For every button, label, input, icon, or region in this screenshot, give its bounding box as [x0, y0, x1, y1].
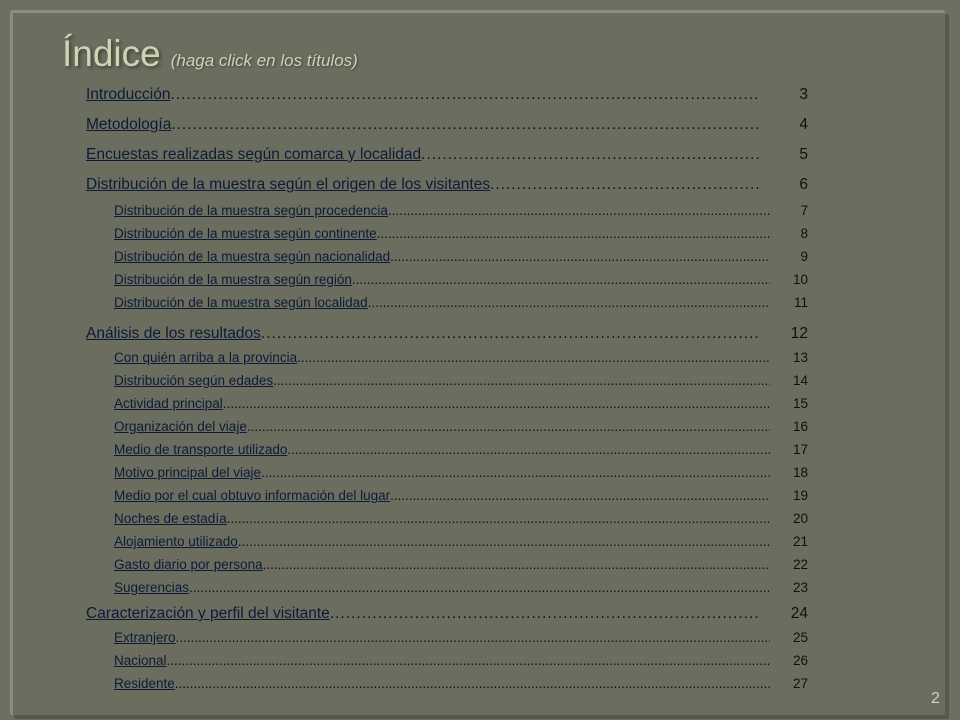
leader-dots — [189, 580, 770, 595]
leader-dots — [167, 653, 770, 668]
leader-dots — [176, 630, 770, 645]
leader-dots — [297, 350, 770, 365]
page-number: 21 — [792, 534, 808, 549]
toc-link-actividad[interactable]: Actividad principal — [114, 396, 223, 411]
toc-entry-sugerencias — [114, 580, 808, 595]
toc-link-sugerencias[interactable]: Sugerencias — [114, 580, 190, 595]
leader-dots — [171, 116, 760, 134]
leader-dots — [352, 272, 770, 287]
leader-dots — [238, 534, 770, 549]
toc-link-localidad[interactable]: Distribución de la muestra según localidad — [114, 295, 368, 310]
page-number: 4 — [799, 116, 808, 133]
toc-entry-con-quien — [114, 350, 808, 365]
toc-entry-noches — [114, 511, 808, 526]
leader-dots — [170, 86, 760, 104]
toc-link-motivo[interactable]: Motivo principal del viaje — [114, 465, 262, 480]
toc-entry-region — [114, 272, 808, 287]
leader-dots — [490, 176, 760, 194]
page-number: 18 — [792, 465, 808, 480]
toc-link-introduccion[interactable]: Introducción — [86, 86, 171, 103]
toc-link-transporte[interactable]: Medio de transporte utilizado — [114, 442, 288, 457]
toc-entry-alojamiento — [114, 534, 808, 549]
page-title — [62, 33, 358, 75]
leader-dots — [287, 442, 770, 457]
page-number: 11 — [793, 295, 808, 310]
leader-dots — [261, 325, 760, 343]
toc-entry-extranjero — [114, 630, 808, 645]
toc-link-organizacion[interactable]: Organización del viaje — [114, 419, 247, 434]
leader-dots — [175, 676, 770, 691]
toc-link-edades[interactable]: Distribución según edades — [114, 373, 274, 388]
page-number: 15 — [792, 396, 808, 411]
toc-link-continente[interactable]: Distribución de la muestra según continente — [114, 226, 377, 241]
toc-link-distribucion-origen[interactable]: Distribución de la muestra según el origen de los visitantes — [86, 176, 491, 193]
leader-dots — [330, 605, 760, 623]
toc-link-nacionalidad[interactable]: Distribución de la muestra según nacionalidad — [114, 249, 391, 264]
toc-link-nacional[interactable]: Nacional — [114, 653, 167, 668]
leader-dots — [421, 146, 760, 164]
title-main: Índice — [62, 33, 161, 74]
page-number: 26 — [792, 653, 808, 668]
toc-entry-transporte — [114, 442, 808, 457]
leader-dots — [227, 511, 770, 526]
leader-dots — [388, 203, 770, 218]
leader-dots — [261, 465, 770, 480]
page-number: 27 — [792, 676, 808, 691]
page-number: 13 — [792, 350, 808, 365]
leader-dots — [247, 419, 770, 434]
page-number: 14 — [792, 373, 808, 388]
toc-entry-residente — [114, 676, 808, 691]
page-number: 20 — [792, 511, 808, 526]
toc-entry-nacional — [114, 653, 808, 668]
toc-entry-localidad — [114, 295, 808, 310]
page-number: 12 — [790, 325, 808, 342]
page-number: 25 — [792, 630, 808, 645]
page-number: 7 — [800, 203, 808, 218]
toc-entry-encuestas — [86, 146, 808, 164]
toc-entry-edades — [114, 373, 808, 388]
leader-dots — [263, 557, 770, 572]
toc-entry-distribucion-origen — [86, 176, 808, 194]
toc-entry-gasto — [114, 557, 808, 572]
toc-link-metodologia[interactable]: Metodología — [86, 116, 172, 133]
leader-dots — [223, 396, 770, 411]
page-number: 19 — [792, 488, 808, 503]
slide-number: 2 — [931, 690, 940, 707]
leader-dots — [273, 373, 770, 388]
toc-link-residente[interactable]: Residente — [114, 676, 175, 691]
page-number: 6 — [799, 176, 808, 193]
toc-entry-actividad — [114, 396, 808, 411]
page-number: 22 — [792, 557, 808, 572]
toc-link-analisis[interactable]: Análisis de los resultados — [86, 325, 261, 342]
page-number: 23 — [792, 580, 808, 595]
leader-dots — [390, 249, 770, 264]
toc-link-noches[interactable]: Noches de estadía — [114, 511, 227, 526]
page-number: 17 — [792, 442, 808, 457]
leader-dots — [390, 488, 770, 503]
page-number: 16 — [792, 419, 808, 434]
page-number: 3 — [799, 86, 808, 103]
toc-link-extranjero[interactable]: Extranjero — [114, 630, 176, 645]
toc-entry-metodologia — [86, 116, 808, 134]
toc-entry-motivo — [114, 465, 808, 480]
toc-entry-introduccion — [86, 86, 808, 104]
page-number: 5 — [799, 146, 808, 163]
page-number: 8 — [800, 226, 808, 241]
toc-link-gasto[interactable]: Gasto diario por persona — [114, 557, 263, 572]
toc-link-encuestas[interactable]: Encuestas realizadas según comarca y localidad — [86, 146, 422, 163]
toc-entry-caracterizacion — [86, 605, 808, 623]
toc-entry-informacion — [114, 488, 808, 503]
page-number: 24 — [790, 605, 808, 622]
toc-entry-organizacion — [114, 419, 808, 434]
toc-entry-analisis — [86, 325, 808, 343]
leader-dots — [368, 295, 770, 310]
toc-link-informacion[interactable]: Medio por el cual obtuvo información del lugar — [114, 488, 391, 503]
toc-entry-nacionalidad — [114, 249, 808, 264]
toc-link-caracterizacion[interactable]: Caracterización y perfil del visitante — [86, 605, 330, 622]
page-number: 10 — [792, 272, 808, 287]
toc-link-procedencia[interactable]: Distribución de la muestra según procedencia — [114, 203, 388, 218]
toc-entry-continente — [114, 226, 808, 241]
toc-link-con-quien[interactable]: Con quién arriba a la provincia — [114, 350, 298, 365]
toc-link-region[interactable]: Distribución de la muestra según región — [114, 272, 352, 287]
toc-entry-procedencia — [114, 203, 808, 218]
toc-link-alojamiento[interactable]: Alojamiento utilizado — [114, 534, 238, 549]
page-number: 9 — [800, 249, 808, 264]
leader-dots — [377, 226, 770, 241]
title-subtitle: (haga click en los títulos) — [170, 51, 358, 70]
